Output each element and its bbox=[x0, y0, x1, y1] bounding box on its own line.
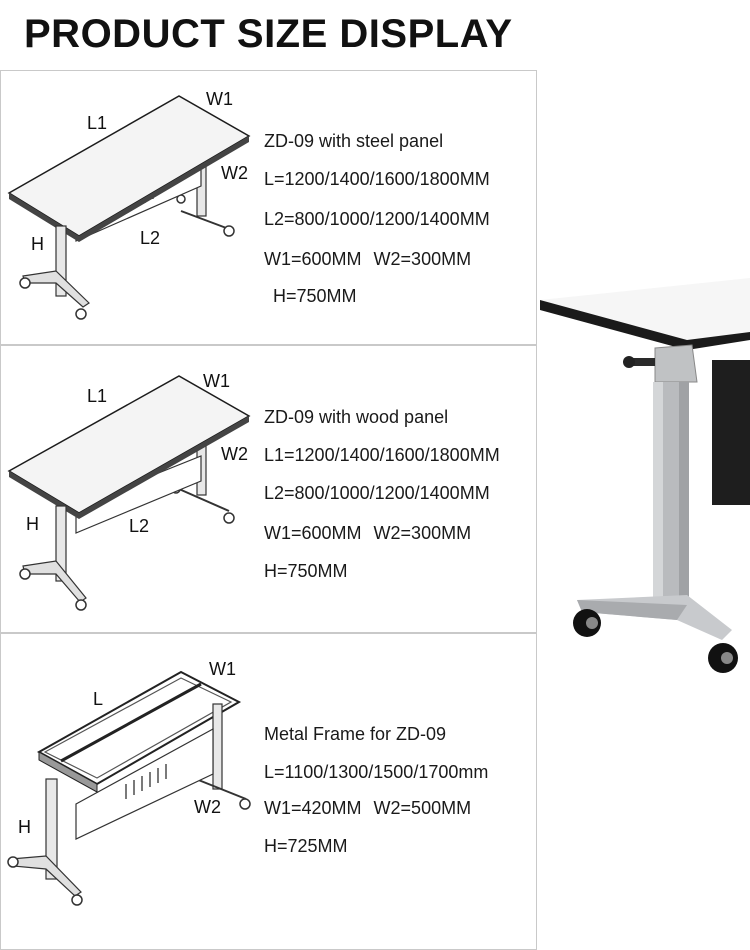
product-photo bbox=[537, 270, 750, 670]
label-l: L bbox=[93, 689, 104, 709]
spec-w1: W1=600MM bbox=[264, 523, 362, 543]
panel-steel bbox=[0, 70, 537, 345]
panel-wood bbox=[0, 345, 537, 633]
page-title: PRODUCT SIZE DISPLAY bbox=[24, 12, 513, 56]
spec-h: H=750MM bbox=[273, 286, 357, 306]
label-w2: W2 bbox=[221, 444, 248, 464]
panel-frame bbox=[0, 633, 537, 950]
label-w2: W2 bbox=[221, 163, 248, 183]
spec-w2: W2=500MM bbox=[373, 798, 472, 818]
label-l2: L2 bbox=[140, 228, 161, 248]
label-l1: L1 bbox=[87, 113, 108, 133]
spec-w1: W1=420MM bbox=[264, 798, 362, 818]
spec-l1: L1=1200/1400/1600/1800MM bbox=[264, 445, 500, 465]
spec-w2: W2=300MM bbox=[373, 523, 472, 543]
label-h: H bbox=[26, 514, 39, 534]
desk-steel-drawing bbox=[1, 71, 261, 331]
spec-w1: W1=600MM bbox=[264, 249, 362, 269]
spec-h: H=725MM bbox=[264, 836, 348, 856]
label-w2: W2 bbox=[194, 797, 221, 817]
spec-l2: L2=800/1000/1200/1400MM bbox=[264, 483, 490, 503]
spec-w2: W2=300MM bbox=[373, 249, 472, 269]
spec-l: L=1100/1300/1500/1700mm bbox=[264, 762, 489, 782]
label-l1: L1 bbox=[87, 386, 108, 406]
label-l2: L2 bbox=[129, 516, 150, 536]
spec-name: Metal Frame for ZD-09 bbox=[264, 724, 447, 744]
label-w1: W1 bbox=[206, 89, 233, 109]
spec-w bbox=[264, 523, 471, 544]
label-w1: W1 bbox=[203, 371, 230, 391]
spec-l: L=1200/1400/1600/1800MM bbox=[264, 169, 490, 189]
spec-l2: L2=800/1000/1200/1400MM bbox=[264, 209, 490, 229]
spec-w bbox=[264, 798, 471, 819]
spec-w bbox=[264, 249, 471, 270]
label-h: H bbox=[31, 234, 44, 254]
spec-h: H=750MM bbox=[264, 561, 348, 581]
spec-name: ZD-09 with steel panel bbox=[264, 131, 444, 151]
spec-name: ZD-09 with wood panel bbox=[264, 407, 449, 427]
label-h: H bbox=[18, 817, 31, 837]
label-w1: W1 bbox=[209, 659, 236, 679]
